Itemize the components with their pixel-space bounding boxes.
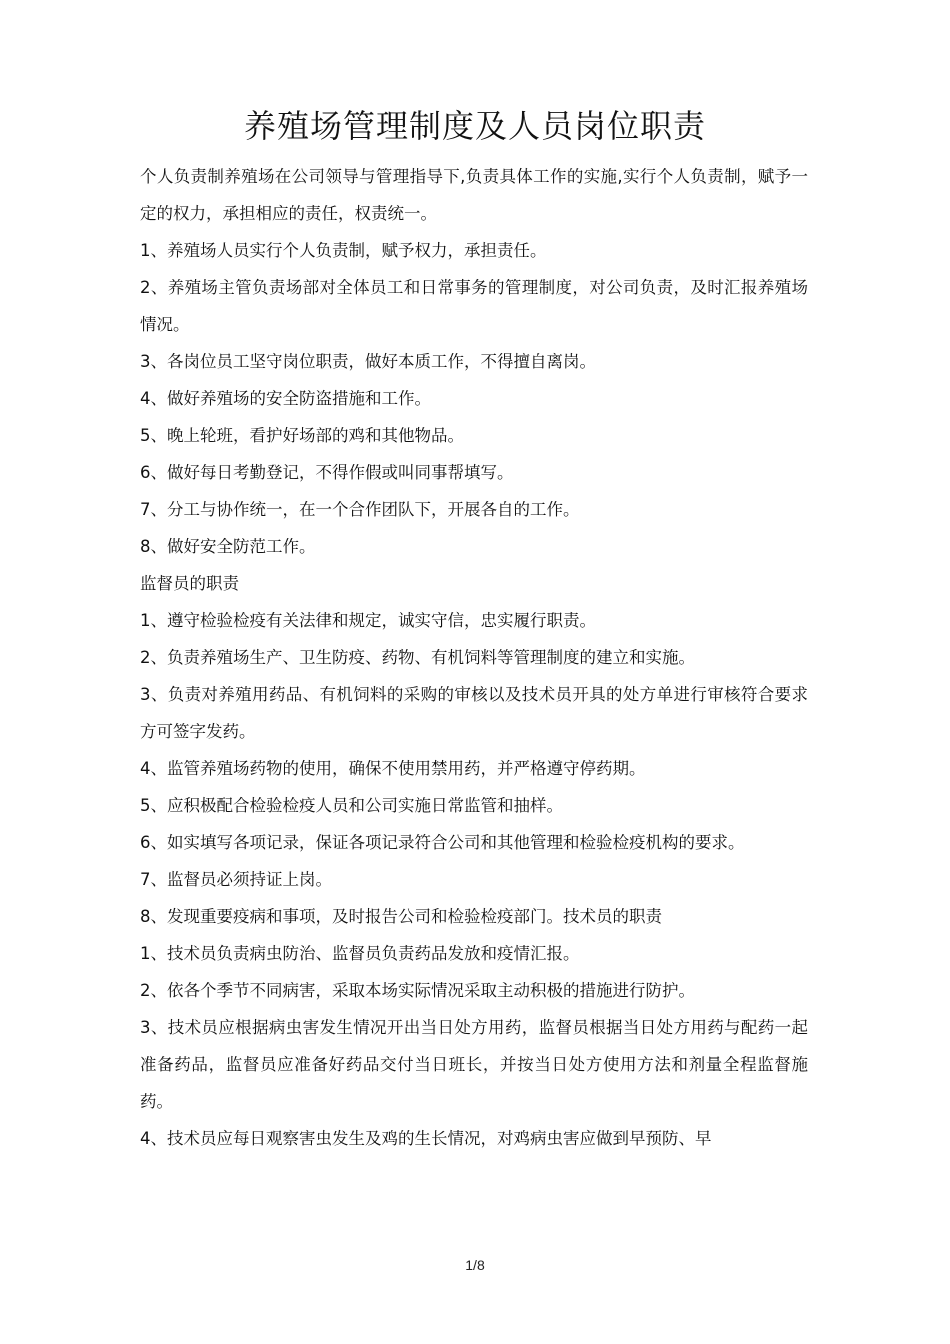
paragraph: 7、分工与协作统一，在一个合作团队下，开展各自的工作。 — [140, 500, 580, 519]
paragraph: 7、监督员必须持证上岗。 — [140, 870, 332, 889]
paragraph: 4、监管养殖场药物的使用，确保不使用禁用药，并严格遵守停药期。 — [140, 759, 646, 778]
paragraph: 1、养殖场人员实行个人负责制，赋予权力，承担责任。 — [140, 241, 547, 260]
paragraph: 8、发现重要疫病和事项，及时报告公司和检验检疫部门。技术员的职责 — [140, 907, 662, 926]
paragraph: 5、应积极配合检验检疫人员和公司实施日常监管和抽样。 — [140, 796, 563, 815]
paragraph: 个人负责制养殖场在公司领导与管理指导下,负责具体工作的实施,实行个人负责制，赋予一定的权力，承担相应的责任，权责统一。 — [140, 167, 808, 223]
paragraph: 3、负责对养殖用药品、有机饲料的采购的审核以及技术员开具的处方单进行审核符合要求方可签字发药。 — [140, 685, 808, 741]
paragraph: 3、各岗位员工坚守岗位职责，做好本质工作，不得擅自离岗。 — [140, 352, 596, 371]
page-number: 1/8 — [465, 1257, 485, 1273]
paragraph: 1、遵守检验检疫有关法律和规定，诚实守信，忠实履行职责。 — [140, 611, 596, 630]
paragraph: 2、负责养殖场生产、卫生防疫、药物、有机饲料等管理制度的建立和实施。 — [140, 648, 695, 667]
paragraph: 4、技术员应每日观察害虫发生及鸡的生长情况，对鸡病虫害应做到早预防、早 — [140, 1129, 712, 1148]
paragraph: 6、做好每日考勤登记，不得作假或叫同事帮填写。 — [140, 463, 514, 482]
section-heading: 监督员的职责 — [140, 574, 239, 593]
paragraph: 1、技术员负责病虫防治、监督员负责药品发放和疫情汇报。 — [140, 944, 580, 963]
paragraph: 2、依各个季节不同病害，采取本场实际情况采取主动积极的措施进行防护。 — [140, 981, 695, 1000]
paragraph: 2、养殖场主管负责场部对全体员工和日常事务的管理制度，对公司负责，及时汇报养殖场情况。 — [140, 278, 808, 334]
paragraph: 8、做好安全防范工作。 — [140, 537, 316, 556]
paragraph: 4、做好养殖场的安全防盗措施和工作。 — [140, 389, 431, 408]
paragraph: 5、晚上轮班，看护好场部的鸡和其他物品。 — [140, 426, 464, 445]
paragraph: 3、技术员应根据病虫害发生情况开出当日处方用药，监督员根据当日处方用药与配药一起准备药品，监督员应准备好药品交付当日班长，并按当日处方使用方法和剂量全程监督施药。 — [140, 1018, 808, 1111]
paragraph: 6、如实填写各项记录，保证各项记录符合公司和其他管理和检验检疫机构的要求。 — [140, 833, 745, 852]
document-title: 养殖场管理制度及人员岗位职责 — [243, 107, 706, 145]
document-body — [140, 158, 808, 1157]
